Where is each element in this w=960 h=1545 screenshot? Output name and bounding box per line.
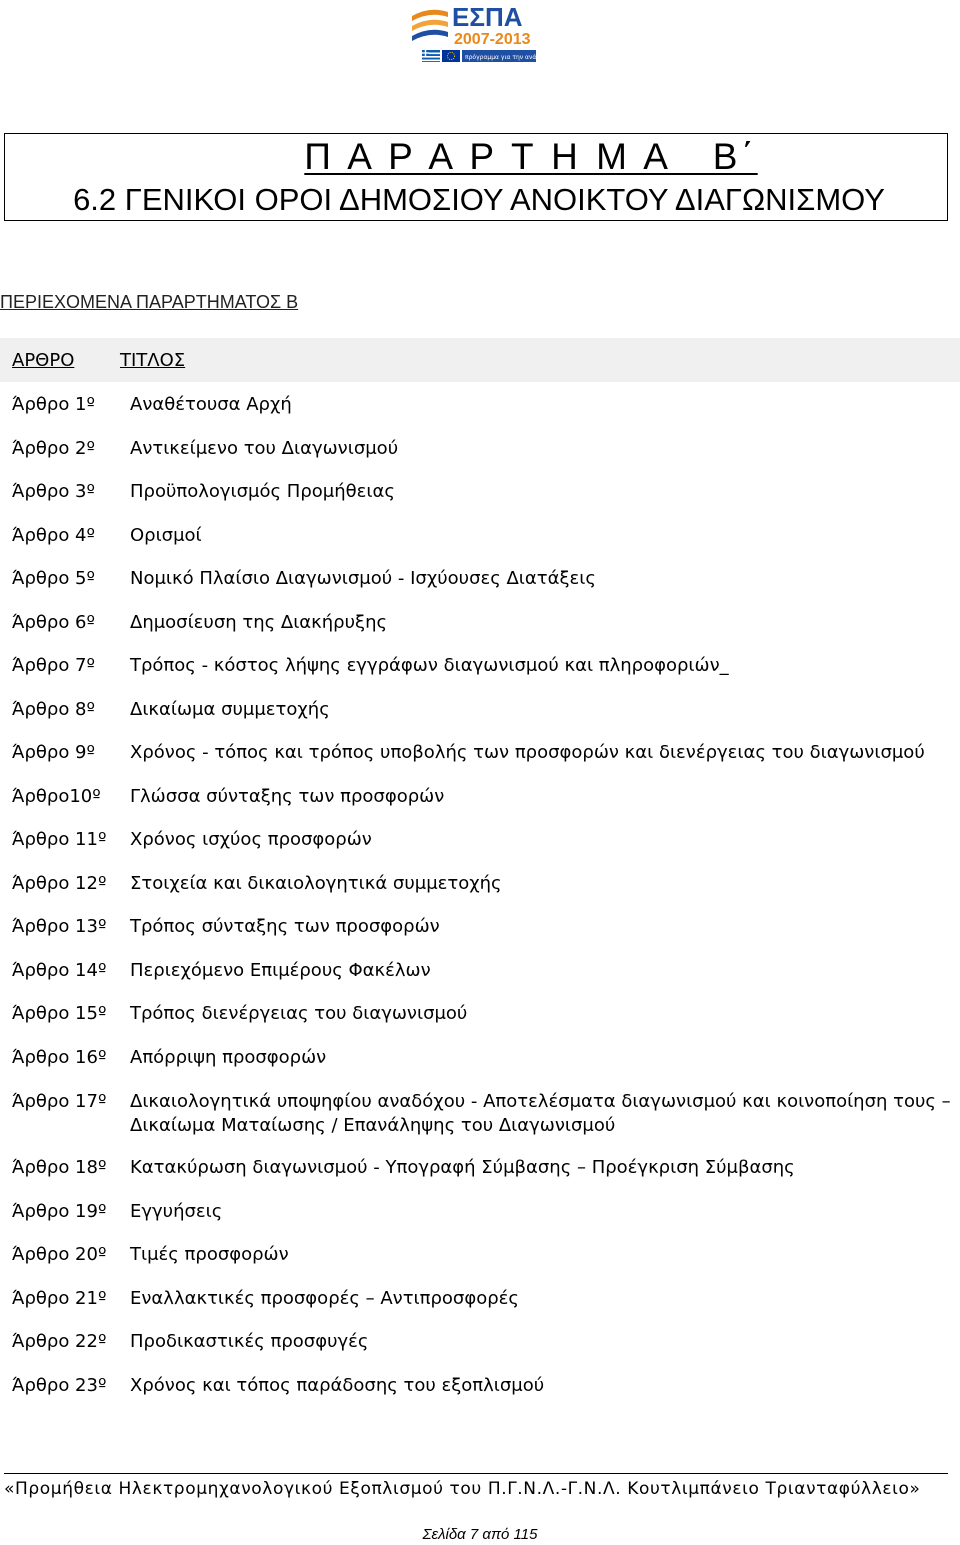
article-number: Άρθρο 18º bbox=[12, 1157, 107, 1178]
article-number: Άρθρο 4º bbox=[12, 525, 95, 546]
article-title: Αναθέτουσα Αρχή bbox=[130, 394, 292, 415]
article-title: Δικαιολογητικά υποψηφίου αναδόχου - Αποτελέσματα διαγωνισμού και κοινοποίηση τους – Δικαίωμα Ματαίωσης / Επανάληψης του Διαγωνισμού bbox=[130, 1091, 951, 1136]
espa-tagline: πρόγραμμα για την ανάπτυξη bbox=[465, 54, 555, 61]
title-box bbox=[4, 133, 948, 221]
espa-years: 2007-2013 bbox=[454, 31, 531, 48]
article-number: Άρθρο 22º bbox=[12, 1331, 107, 1352]
article-number: Άρθρο 8º bbox=[12, 699, 95, 720]
column-header-article: ΑΡΘΡΟ bbox=[12, 350, 75, 371]
article-number: Άρθρο 21º bbox=[12, 1288, 107, 1309]
article-number: Άρθρο 19º bbox=[12, 1201, 107, 1222]
page-number: Σελίδα 7 από 115 bbox=[422, 1526, 538, 1543]
column-header-title: ΤΙΤΛΟΣ bbox=[120, 350, 186, 371]
article-number: Άρθρο 6º bbox=[12, 612, 95, 633]
espa-wordmark: ΕΣΠΑ bbox=[452, 2, 523, 32]
article-title: Χρόνος - τόπος και τρόπος υποβολής των προσφορών και διενέργειας του διαγωνισμού bbox=[130, 742, 925, 763]
article-number: Άρθρο 13º bbox=[12, 916, 107, 937]
article-number: Άρθρο 16º bbox=[12, 1047, 107, 1068]
article-title: Δικαίωμα συμμετοχής bbox=[130, 699, 330, 720]
article-number: Άρθρο10º bbox=[12, 786, 101, 807]
article-number: Άρθρο 7º bbox=[12, 655, 95, 676]
article-title: Ορισμοί bbox=[130, 525, 202, 546]
article-title: Τρόπος σύνταξης των προσφορών bbox=[130, 916, 440, 937]
article-title: Περιεχόμενο Επιμέρους Φακέλων bbox=[130, 960, 431, 981]
article-title: Τρόπος - κόστος λήψης εγγράφων διαγωνισμού και πληροφοριών_ bbox=[130, 655, 729, 676]
article-title: Αντικείμενο του Διαγωνισμού bbox=[130, 438, 399, 459]
article-title: Τρόπος διενέργειας του διαγωνισμού bbox=[130, 1003, 468, 1024]
page-title: Π Α Ρ Α Ρ Τ Η Μ Α Β΄ bbox=[304, 136, 758, 177]
article-title: Κατακύρωση διαγωνισμού - Υπογραφή Σύμβασης – Προέγκριση Σύμβασης bbox=[130, 1157, 795, 1178]
article-number: Άρθρο 5º bbox=[12, 568, 95, 589]
espa-swoosh-icon bbox=[412, 10, 448, 41]
article-title: Δημοσίευση της Διακήρυξης bbox=[130, 612, 388, 633]
article-number: Άρθρο 1º bbox=[12, 394, 95, 415]
contents-heading: ΠΕΡΙΕΧΟΜΕΝΑ ΠΑΡΑΡΤΗΜΑΤΟΣ Β bbox=[0, 292, 299, 312]
article-title: Νομικό Πλαίσιο Διαγωνισμού - Ισχύουσες Διατάξεις bbox=[130, 568, 596, 589]
article-number: Άρθρο 14º bbox=[12, 960, 107, 981]
footer-divider bbox=[4, 1473, 948, 1474]
article-number: Άρθρο 17º bbox=[12, 1091, 107, 1112]
article-number: Άρθρο 2º bbox=[12, 438, 95, 459]
article-number: Άρθρο 11º bbox=[12, 829, 107, 850]
article-number: Άρθρο 20º bbox=[12, 1244, 107, 1265]
article-number: Άρθρο 15º bbox=[12, 1003, 107, 1024]
article-title: Τιμές προσφορών bbox=[130, 1244, 289, 1265]
article-title: Γλώσσα σύνταξης των προσφορών bbox=[130, 786, 445, 807]
article-number: Άρθρο 23º bbox=[12, 1375, 107, 1396]
page-subtitle: 6.2 ΓΕΝΙΚΟΙ ΟΡΟΙ ΔΗΜΟΣΙΟΥ ΑΝΟΙΚΤΟΥ ΔΙΑΓΩΝΙΣΜΟΥ bbox=[73, 182, 885, 217]
article-number: Άρθρο 3º bbox=[12, 481, 95, 502]
eu-flag-icon bbox=[442, 50, 460, 62]
article-title: Χρόνος και τόπος παράδοσης του εξοπλισμού bbox=[130, 1375, 545, 1396]
greek-flag-icon bbox=[422, 50, 440, 62]
article-number: Άρθρο 12º bbox=[12, 873, 107, 894]
article-title: Χρόνος ισχύος προσφορών bbox=[130, 829, 372, 850]
article-number: Άρθρο 9º bbox=[12, 742, 95, 763]
article-title: Εγγυήσεις bbox=[130, 1201, 223, 1222]
article-title: Προϋπολογισμός Προμήθειας bbox=[130, 481, 395, 502]
article-title: Απόρριψη προσφορών bbox=[130, 1047, 327, 1068]
article-title: Προδικαστικές προσφυγές bbox=[130, 1331, 369, 1352]
espa-logo bbox=[408, 0, 555, 66]
footer-project-title: «Προμήθεια Ηλεκτρομηχανολογικού Εξοπλισμού του Π.Γ.Ν.Λ.-Γ.Ν.Λ. Κουτλιμπάνειο Τριανταφύλλειο» bbox=[4, 1479, 921, 1499]
article-title: Εναλλακτικές προσφορές – Αντιπροσφορές bbox=[130, 1288, 519, 1309]
article-title: Στοιχεία και δικαιολογητικά συμμετοχής bbox=[130, 873, 502, 894]
